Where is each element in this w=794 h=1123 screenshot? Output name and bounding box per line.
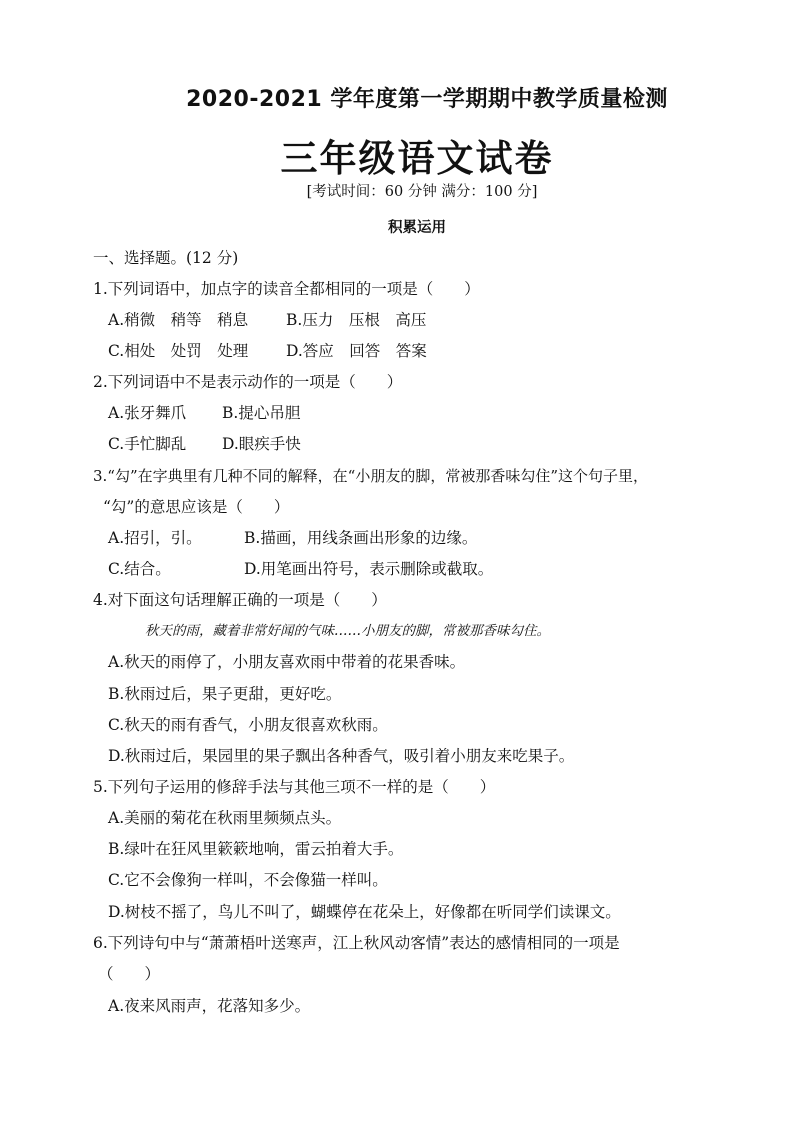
- question-5-option-a: A.美丽的菊花在秋雨里频频点头。: [108, 809, 342, 827]
- question-1-option-c: C.相处 处罚 处理: [108, 342, 249, 360]
- section-heading: 积累运用: [388, 220, 446, 236]
- exam-title: 三年级语文试卷: [280, 137, 554, 180]
- question-1-stem: 1.下列词语中，加点字的读音全都相同的一项是（ ）: [93, 280, 480, 298]
- question-4-option-c: C.秋天的雨有香气，小朋友很喜欢秋雨。: [108, 716, 388, 734]
- question-1-option-d: D.答应 回答 答案: [286, 342, 427, 360]
- question-4-option-b: B.秋雨过后，果子更甜，更好吃。: [108, 685, 342, 703]
- question-1-option-a: A.稍微 稍等 稍息: [108, 311, 249, 329]
- question-5-option-b: B.绿叶在狂风里簌簌地响，雷云拍着大手。: [108, 840, 404, 858]
- question-5-option-c: C.它不会像狗一样叫，不会像猫一样叫。: [108, 871, 388, 889]
- question-1-option-b: B.压力 压根 高压: [286, 311, 427, 329]
- question-2-option-d: D.眼疾手快: [222, 435, 301, 453]
- question-4-quote: 秋天的雨，藏着非常好闻的气味……小朋友的脚，常被那香味勾住。: [145, 623, 550, 639]
- question-3-stem-line1: 3.“勾”在字典里有几种不同的解释，在“小朋友的脚，常被那香味勾住”这个句子里，: [93, 467, 648, 485]
- question-2-option-a: A.张牙舞爪: [108, 404, 187, 422]
- question-1-options-row2: [108, 341, 427, 361]
- question-6-stem-line1: 6.下列诗句中与“萧萧梧叶送寒声，江上秋风动客情”表达的感情相同的一项是: [93, 934, 620, 952]
- exam-info: [考试时间：60 分钟 满分：100 分]: [306, 184, 538, 200]
- question-3-options-row1: [108, 528, 477, 548]
- part-heading: 一、选择题。(12 分): [93, 249, 239, 267]
- question-4-option-d: D.秋雨过后，果园里的果子飘出各种香气，吸引着小朋友来吃果子。: [108, 747, 575, 765]
- question-2-option-b: B.提心吊胆: [222, 404, 301, 422]
- question-5-stem: 5.下列句子运用的修辞手法与其他三项不一样的是（ ）: [93, 778, 496, 796]
- question-2-option-c: C.手忙脚乱: [108, 435, 187, 453]
- question-5-option-d: D.树枝不摇了，鸟儿不叫了，蝴蝶停在花朵上，好像都在听同学们读课文。: [108, 903, 621, 921]
- exam-term-heading: 2020-2021 学年度第一学期期中教学质量检测: [186, 87, 668, 112]
- question-2-options-row2: [108, 434, 301, 454]
- question-4-option-a: A.秋天的雨停了，小朋友喜欢雨中带着的花果香味。: [108, 653, 466, 671]
- question-3-option-c: C.结合。: [108, 560, 171, 578]
- question-6-stem-line2: （ ）: [98, 965, 161, 983]
- question-6-option-a: A.夜来风雨声，花落知多少。: [108, 997, 311, 1015]
- question-3-option-b: B.描画，用线条画出形象的边缘。: [244, 529, 478, 547]
- question-2-options-row1: [108, 403, 300, 423]
- question-1-options-row1: [108, 310, 426, 330]
- question-4-stem: 4.对下面这句话理解正确的一项是（ ）: [93, 591, 387, 609]
- question-3-option-a: A.招引，引。: [108, 529, 202, 547]
- question-3-options-row2: [108, 559, 493, 579]
- question-3-option-d: D.用笔画出符号，表示删除或截取。: [244, 560, 494, 578]
- question-3-stem-line2: “勾”的意思应该是（ ）: [103, 498, 290, 516]
- question-2-stem: 2.下列词语中不是表示动作的一项是（ ）: [93, 373, 403, 391]
